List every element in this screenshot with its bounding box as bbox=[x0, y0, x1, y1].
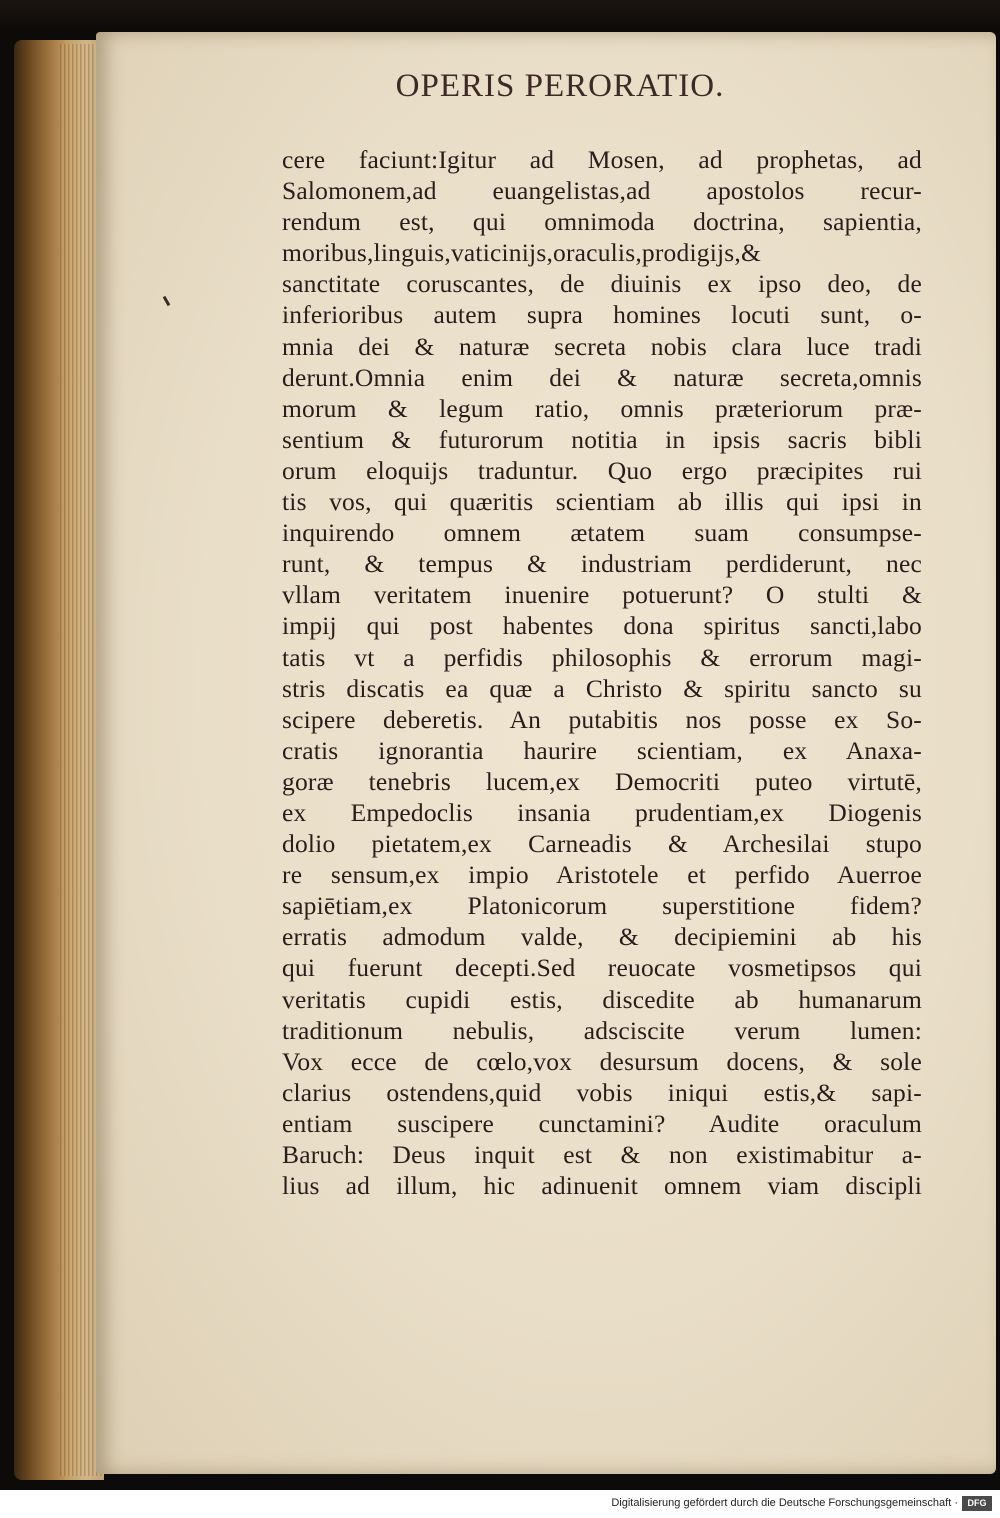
text-line: ex Empedoclis insania prudentiam,ex Diogenis bbox=[282, 797, 922, 827]
text-line: morum & legum ratio, omnis præteriorum præ- bbox=[282, 393, 922, 423]
text-line: tis vos, qui quæritis scientiam ab illis qui ipsi in bbox=[282, 487, 922, 517]
text-line: rendum est, qui omnimoda doctrina, sapientia, bbox=[282, 207, 922, 237]
text-line: goræ tenebris lucem,ex Democriti puteo virtutē, bbox=[282, 766, 922, 796]
digitization-footer bbox=[0, 1490, 1000, 1518]
scan-top-band bbox=[0, 0, 1000, 32]
text-line: sapiētiam,ex Platonicorum superstitione fidem? bbox=[282, 891, 922, 921]
text-line: qui fuerunt decepti.Sed reuocate vosmetipsos qui bbox=[282, 953, 922, 983]
text-line: veritatis cupidi estis, discedite ab humanarum bbox=[282, 984, 922, 1014]
body-text bbox=[282, 144, 922, 1201]
text-line: inferioribus autem supra homines locuti sunt, o- bbox=[282, 300, 922, 330]
text-line: scipere deberetis. An putabitis nos posse ex So- bbox=[282, 704, 922, 734]
text-line: cere faciunt:Igitur ad Mosen, ad prophetas, ad bbox=[282, 145, 922, 174]
text-line: tatis vt a perfidis philosophis & errorum magi- bbox=[282, 642, 922, 672]
text-line: Baruch: Deus inquit est & non existimabitur a- bbox=[282, 1140, 922, 1169]
running-head: OPERIS PERORATIO. bbox=[395, 68, 725, 104]
text-line: vllam veritatem inuenire potuerunt? O stulti & bbox=[282, 580, 922, 610]
text-line: runt, & tempus & industriam perdiderunt, nec bbox=[282, 549, 922, 579]
text-line: cratis ignorantia haurire scientiam, ex Anaxa- bbox=[282, 735, 922, 765]
text-line: impij qui post habentes dona spiritus sancti,labo bbox=[282, 611, 922, 641]
text-line: dolio pietatem,ex Carneadis & Archesilai stupo bbox=[282, 829, 922, 859]
text-line: traditionum nebulis, adsciscite verum lumen: bbox=[282, 1015, 922, 1045]
text-line: mnia dei & naturæ secreta nobis clara luce tradi bbox=[282, 331, 922, 361]
text-line: stris discatis ea quæ a Christo & spiritu sancto su bbox=[282, 673, 922, 703]
footer-credit: Digitalisierung gefördert durch die Deutsche Forschungsgemeinschaft · bbox=[611, 1497, 958, 1509]
text-line: moribus,linguis,vaticinijs,oraculis,prodigijs,& bbox=[282, 238, 761, 268]
text-line: orum eloquijs traduntur. Quo ergo præcipites rui bbox=[282, 455, 922, 485]
text-line: erratis admodum valde, & decipiemini ab his bbox=[282, 922, 922, 952]
text-line: Salomonem,ad euangelistas,ad apostolos recur- bbox=[282, 176, 922, 206]
text-line: lius ad illum, hic adinuenit omnem viam discipli bbox=[282, 1171, 922, 1201]
dfg-logo: DFG bbox=[962, 1496, 992, 1511]
text-line: sentium & futurorum notitia in ipsis sacris bibli bbox=[282, 424, 922, 454]
text-line: re sensum,ex impio Aristotele et perfido Auerroe bbox=[282, 860, 922, 890]
text-line: derunt.Omnia enim dei & naturæ secreta,omnis bbox=[282, 362, 922, 392]
text-line: sanctitate coruscantes, de diuinis ex ipso deo, de bbox=[282, 269, 922, 299]
text-line: clarius ostendens,quid vobis iniqui estis,& sapi- bbox=[282, 1077, 922, 1107]
text-line: inquirendo omnem ætatem suam consumpse- bbox=[282, 518, 922, 548]
text-line: entiam suscipere cunctamini? Audite oraculum bbox=[282, 1108, 922, 1138]
text-line: Vox ecce de cœlo,vox desursum docens, & sole bbox=[282, 1046, 922, 1076]
